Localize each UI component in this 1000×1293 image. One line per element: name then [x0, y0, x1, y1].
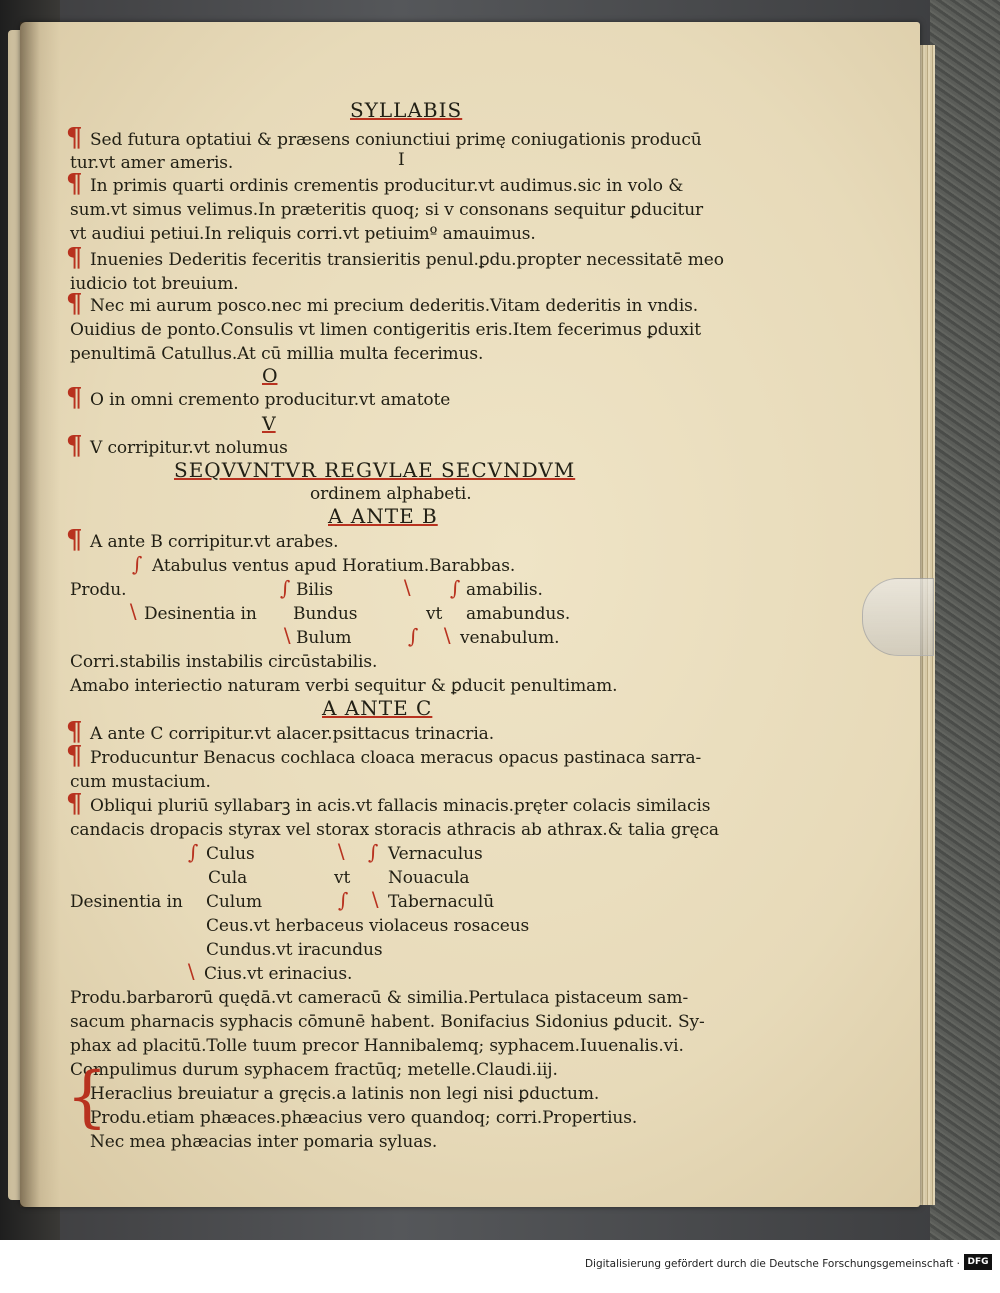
text-line: iudicio tot breuium.	[70, 274, 239, 294]
table-c-cula: Cula	[208, 868, 248, 888]
table-c-tabernaculum: Tabernaculū	[388, 892, 495, 912]
text-line: Producuntur Benacus cochlaca cloaca meracus opacus pastinaca sarra-	[90, 748, 702, 768]
pilcrow-mark: ¶	[66, 717, 83, 747]
heading-o: O	[262, 365, 278, 387]
table-c-culum: Culum	[206, 892, 262, 912]
brace-mark: ∫	[132, 552, 143, 576]
brace-mark: {	[66, 1058, 108, 1135]
brace-mark: ∫	[368, 840, 379, 864]
brace-mark: ∫	[450, 576, 461, 600]
table-c-desinentia: Desinentia in	[70, 892, 183, 912]
text-line: candacis dropacis styrax vel storax storacis athracis ab athrax.& talia gręca	[70, 820, 719, 840]
table-b-bulum: Bulum	[296, 628, 352, 648]
text-line: sacum pharnacis syphacis cōmunē habent. Bonifacius Sidonius ꝑducit. Sy-	[70, 1012, 705, 1032]
pilcrow-mark: ¶	[66, 525, 83, 555]
text-line: penultimā Catullus.At cū millia multa fecerimus.	[70, 344, 484, 364]
table-b-amabilis: amabilis.	[466, 580, 543, 600]
text-line: Corri.stabilis instabilis circūstabilis.	[70, 652, 378, 672]
text-line: Sed futura optatiui & præsens coniunctiui primę coniugationis producū	[90, 130, 702, 150]
section-title: SEQVVNTVR REGVLAE SECVNDVM	[174, 458, 576, 482]
table-c-ceus: Ceus.vt herbaceus violaceus rosaceus	[206, 916, 530, 936]
table-b-bundus: Bundus	[293, 604, 358, 624]
text-line: In primis quarti ordinis crementis producitur.vt audimus.sic in volo &	[90, 176, 684, 196]
brace-mark: ∖	[280, 624, 293, 648]
text-line: phax ad placitū.Tolle tuum precor Hannibalemq; syphacem.Iuuenalis.vi.	[70, 1036, 684, 1056]
page-gutter-shadow	[20, 22, 60, 1207]
heading-a-ante-b: A ANTE B	[328, 504, 438, 528]
text-line: Nec mea phæacias inter pomaria syluas.	[90, 1132, 438, 1152]
text-line: Obliqui pluriū syllabarꝫ in acis.vt fallacis minacis.pręter colacis similacis	[90, 796, 711, 816]
brace-mark: ∖	[334, 840, 347, 864]
pilcrow-mark: ¶	[66, 431, 83, 461]
text-line: Inuenies Dederitis feceritis transieritis penul.ꝑdu.propter necessitatē meo	[90, 250, 724, 270]
text-line: Heraclius breuiatur a gręcis.a latinis non legi nisi ꝑductum.	[90, 1084, 600, 1104]
text-line: O in omni cremento producitur.vt amatote	[90, 390, 451, 410]
page-clip	[862, 578, 934, 656]
pilcrow-mark: ¶	[66, 123, 83, 153]
text-line: Atabulus ventus apud Horatium.Barabbas.	[152, 556, 516, 576]
table-b-venabulum: venabulum.	[460, 628, 560, 648]
dfg-logo: DFG	[964, 1254, 992, 1270]
brace-mark: ∖	[400, 576, 413, 600]
pilcrow-mark: ¶	[66, 789, 83, 819]
table-b-amabundus: amabundus.	[466, 604, 571, 624]
running-title: SYLLABIS	[350, 98, 463, 122]
book-cover-right	[930, 0, 1000, 1240]
heading-v: V	[262, 413, 276, 435]
text-line: Produ.barbarorū quędā.vt cameracū & similia.Pertulaca pistaceum sam-	[70, 988, 689, 1008]
text-line: tur.vt amer ameris.	[70, 153, 234, 173]
text-line: Compulimus durum syphacem fractūq; metelle.Claudi.iij.	[70, 1060, 558, 1080]
text-line: vt audiui petiui.In reliquis corri.vt petiuimº amauimus.	[70, 224, 536, 244]
table-c-cius: Cius.vt erinacius.	[204, 964, 353, 984]
pilcrow-mark: ¶	[66, 289, 83, 319]
table-b-bilis: Bilis	[296, 580, 334, 600]
brace-mark: ∫	[338, 888, 349, 912]
text-line: V corripitur.vt nolumus	[90, 438, 288, 458]
table-c-nouacula: Nouacula	[388, 868, 470, 888]
text-line: A ante C corripitur.vt alacer.psittacus trinacria.	[90, 724, 495, 744]
brace-mark: ∖	[440, 624, 453, 648]
heading-a-ante-c: A ANTE C	[322, 696, 433, 720]
digitization-credit: Digitalisierung gefördert durch die Deutsche Forschungsgemeinschaft ·	[584, 1258, 960, 1270]
pilcrow-mark: ¶	[66, 741, 83, 771]
pilcrow-mark: ¶	[66, 383, 83, 413]
text-line: Ouidius de ponto.Consulis vt limen contigeritis eris.Item fecerimus ꝑduxit	[70, 320, 701, 340]
text-line: Amabo interiectio naturam verbi sequitur & ꝑducit penultimam.	[70, 676, 618, 696]
brace-mark: ∖	[184, 960, 197, 984]
brace-mark: ∫	[188, 840, 199, 864]
brace-mark: ∫	[408, 624, 419, 648]
table-c-culus: Culus	[206, 844, 255, 864]
text-line: A ante B corripitur.vt arabes.	[90, 532, 339, 552]
pilcrow-mark: ¶	[66, 243, 83, 273]
table-c-vernaculus: Vernaculus	[388, 844, 483, 864]
text-line: sum.vt simus velimus.In præteritis quoq; si v consonans sequitur ꝑducitur	[70, 200, 704, 220]
table-c-cundus: Cundus.vt iracundus	[206, 940, 383, 960]
text-line: Produ.etiam phæaces.phæacius vero quandoq; corri.Propertius.	[90, 1108, 638, 1128]
table-c-vt: vt	[334, 868, 351, 888]
pilcrow-mark: ¶	[66, 169, 83, 199]
table-b-produ: Produ.	[70, 580, 127, 600]
brace-mark: ∫	[280, 576, 291, 600]
text-line: cum mustacium.	[70, 772, 211, 792]
table-b-desinentia: Desinentia in	[144, 604, 257, 624]
text-line: Nec mi aurum posco.nec mi precium dederitis.Vitam dederitis in vndis.	[90, 296, 699, 316]
section-subtitle: ordinem alphabeti.	[310, 484, 472, 504]
section-marker-i: I	[398, 150, 405, 170]
brace-mark: ∖	[368, 888, 381, 912]
table-b-vt: vt	[426, 604, 443, 624]
brace-mark: ∖	[126, 600, 139, 624]
